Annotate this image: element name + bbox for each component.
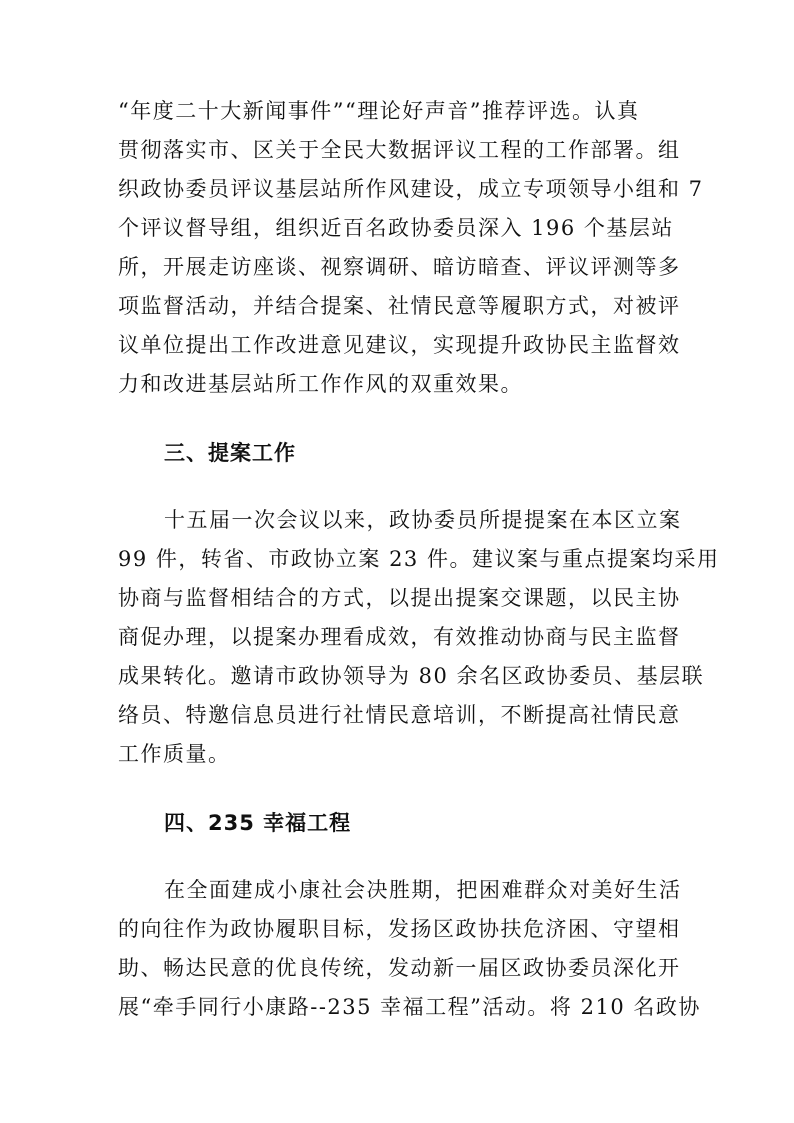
text-line: 络员、特邀信息员进行社情民意培训，不断提高社情民意	[118, 703, 681, 727]
text-line: 十五届一次会议以来，政协委员所提提案在本区立案	[164, 508, 682, 532]
text-line: 织政协委员评议基层站所作风建设，成立专项领导小组和 7	[118, 177, 704, 201]
text-line: 在全面建成小康社会决胜期，把困难群众对美好生活	[164, 878, 682, 902]
spacer	[118, 404, 676, 434]
spacer	[118, 473, 676, 501]
text-line: 个评议督导组，组织近百名政协委员深入 196 个基层站	[118, 216, 674, 240]
section-heading-happiness-project: 四、235 幸福工程	[164, 811, 352, 835]
text-line: 展“牵手同行小康路--235 幸福工程”活动。将 210 名政协	[118, 995, 701, 1019]
text-line: 成果转化。邀请市政协领导为 80 余名区政协委员、基层联	[118, 664, 705, 688]
text-line: 所，开展走访座谈、视察调研、暗访暗查、评议评测等多	[118, 255, 681, 279]
paragraph-happiness-project	[118, 871, 701, 1027]
text-line: 力和改进基层站所工作作风的双重效果。	[118, 372, 523, 396]
section-heading-proposals: 三、提案工作	[164, 441, 296, 465]
text-line: 项监督活动，并结合提案、社情民意等履职方式，对被评	[118, 294, 681, 318]
text-line: 商促办理，以提案办理看成效，有效推动协商与民主监督	[118, 625, 681, 649]
text-line: 贯彻落实市、区关于全民大数据评议工程的工作部署。组	[118, 138, 681, 162]
text-line: 议单位提出工作改进意见建议，实现提升政协民主监督效	[118, 333, 681, 357]
text-line: 协商与监督相结合的方式，以提出提案交课题，以民主协	[118, 586, 681, 610]
text-line: 的向往作为政协履职目标，发扬区政协扶危济困、守望相	[118, 917, 681, 941]
spacer	[118, 774, 676, 804]
text-line: “年度二十大新闻事件”“理论好声音”推荐评选。认真	[118, 99, 640, 123]
spacer	[118, 843, 676, 871]
text-line: 工作质量。	[118, 742, 231, 766]
paragraph-proposals	[118, 501, 720, 774]
text-line: 99 件，转省、市政协立案 23 件。建议案与重点提案均采用	[118, 547, 720, 571]
text-line: 助、畅达民意的优良传统，发动新一届区政协委员深化开	[118, 956, 681, 980]
paragraph-evaluation	[118, 92, 704, 404]
